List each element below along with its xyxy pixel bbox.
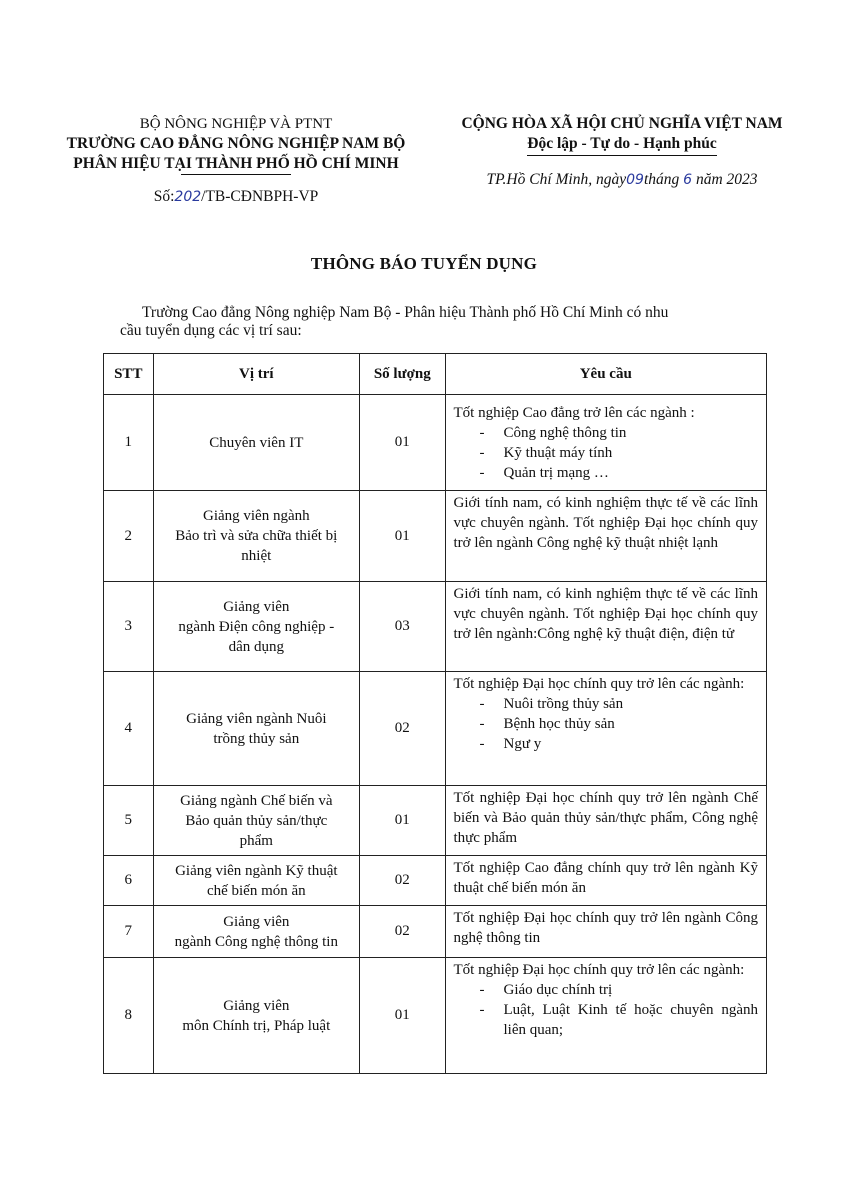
- row-quantity: 03: [360, 582, 445, 672]
- row-requirement: [445, 672, 767, 786]
- national-motto: Độc lập - Tự do - Hạnh phúc: [527, 134, 716, 156]
- list-item: - Kỹ thuật máy tính: [454, 443, 759, 463]
- intro-line-2: cầu tuyển dụng các vị trí sau:: [120, 322, 302, 339]
- position-line: Giảng viên: [223, 913, 290, 930]
- table-row: [104, 906, 767, 958]
- requirement-text: Tốt nghiệp Đại học chính quy trở lên các ngành:: [453, 962, 745, 978]
- date-year: năm 2023: [695, 171, 758, 188]
- nation-name: CỘNG HÒA XÃ HỘI CHỦ NGHĨA VIỆT NAM: [461, 115, 783, 132]
- position-line: Giảng ngành Chế biến và: [180, 792, 333, 809]
- doc-number-prefix: Số:: [153, 188, 175, 205]
- row-quantity: 01: [360, 395, 445, 491]
- row-requirement: Giới tính nam, có kinh nghiệm thực tế về các lĩnh vực chuyên ngành. Tốt nghiệp Đại học chính quy trở lên ngành:Công nghệ kỹ thuật điện, điện tử: [445, 582, 767, 672]
- position-line: Giảng viên ngành: [202, 508, 310, 524]
- header-requirement: Yêu cầu: [445, 354, 767, 395]
- table-row: [104, 491, 767, 582]
- position-line: ngành Điện công nghiệp -: [178, 618, 335, 635]
- row-position: [153, 906, 359, 958]
- row-position: [153, 786, 359, 856]
- row-stt: 6: [104, 856, 154, 906]
- list-item: - Luật, Luật Kinh tế hoặc chuyên ngành liên quan;: [454, 1000, 759, 1040]
- requirement-list: [454, 423, 759, 483]
- position-line: nhiệt: [241, 548, 272, 564]
- date-month-handwritten: 6: [683, 172, 693, 188]
- row-stt: 1: [104, 395, 154, 491]
- list-item: - Nuôi trồng thủy sản: [454, 694, 759, 714]
- row-requirement: Tốt nghiệp Đại học chính quy trở lên ngành Công nghệ thông tin: [445, 906, 767, 958]
- position-line: Bảo trì và sửa chữa thiết bị: [175, 528, 338, 544]
- row-quantity: 02: [360, 906, 445, 958]
- list-item: - Bệnh học thủy sản: [454, 714, 759, 734]
- national-header: [436, 114, 808, 190]
- intro-line-1: Trường Cao đẳng Nông nghiệp Nam Bộ - Phân hiệu Thành phố Hồ Chí Minh có nhu: [142, 304, 669, 321]
- date-day-handwritten: 09: [626, 172, 644, 188]
- position-line: Chuyên viên IT: [209, 434, 304, 451]
- table-row: [104, 582, 767, 672]
- position-line: Giảng viên: [223, 997, 290, 1014]
- header-quantity: Số lượng: [360, 354, 445, 395]
- requirement-list: [454, 980, 759, 1040]
- requirement-text: Tốt nghiệp Cao đẳng trở lên các ngành :: [453, 404, 695, 421]
- list-item: - Công nghệ thông tin: [454, 423, 759, 443]
- row-stt: 8: [104, 958, 154, 1074]
- recruitment-table: [103, 353, 767, 1074]
- branch-name: PHÂN HIỆU TẠI THÀNH PHỐ HỒ CHÍ MINH: [73, 155, 399, 172]
- table-row: [104, 672, 767, 786]
- row-position: [153, 491, 359, 582]
- row-position: [153, 582, 359, 672]
- issue-date: [436, 170, 808, 190]
- table-row: [104, 395, 767, 491]
- table-header-row: [104, 354, 767, 395]
- row-requirement: [445, 395, 767, 491]
- list-item: - Quản trị mạng …: [454, 463, 759, 483]
- row-requirement: Giới tính nam, có kinh nghiệm thực tế về các lĩnh vực chuyên ngành. Tốt nghiệp Đại học chính quy trở lên ngành Công nghệ kỹ thuật nhiệt lạnh: [445, 491, 767, 582]
- ministry-name: BỘ NÔNG NGHIỆP VÀ PTNT: [139, 116, 333, 132]
- position-line: chế biến món ăn: [206, 882, 306, 899]
- position-line: dân dụng: [228, 638, 285, 655]
- row-stt: 2: [104, 491, 154, 582]
- issuer-header: [36, 114, 436, 207]
- row-stt: 3: [104, 582, 154, 672]
- row-requirement: [445, 958, 767, 1074]
- row-stt: 5: [104, 786, 154, 856]
- intro-paragraph: [120, 304, 770, 340]
- position-line: Bảo quản thủy sản/thực: [185, 812, 328, 829]
- position-line: môn Chính trị, Pháp luật: [182, 1017, 331, 1034]
- header-stt: STT: [104, 354, 154, 395]
- row-position: [153, 395, 359, 491]
- header-divider: [181, 174, 291, 175]
- row-position: [153, 958, 359, 1074]
- header-position: Vị trí: [153, 354, 359, 395]
- row-position: [153, 856, 359, 906]
- position-line: phẩm: [239, 832, 273, 849]
- school-name: TRƯỜNG CAO ĐẲNG NÔNG NGHIỆP NAM BỘ: [66, 135, 406, 152]
- row-position: [153, 672, 359, 786]
- date-prefix: TP.Hồ Chí Minh, ngày: [486, 171, 627, 188]
- row-stt: 4: [104, 672, 154, 786]
- doc-number-handwritten: 202: [174, 189, 202, 205]
- row-requirement: Tốt nghiệp Đại học chính quy trở lên ngành Chế biến và Bảo quản thủy sản/thực phẩm, Công nghệ thực phẩm: [445, 786, 767, 856]
- row-requirement: Tốt nghiệp Cao đẳng chính quy trở lên ngành Kỹ thuật chế biến món ăn: [445, 856, 767, 906]
- position-line: Giảng viên ngành Kỹ thuật: [175, 862, 338, 879]
- document-title: THÔNG BÁO TUYỂN DỤNG: [310, 254, 538, 273]
- position-line: Giảng viên: [223, 598, 290, 615]
- row-quantity: 01: [360, 491, 445, 582]
- requirement-text: Tốt nghiệp Đại học chính quy trở lên các ngành:: [453, 676, 745, 692]
- table-row: [104, 856, 767, 906]
- row-quantity: 01: [360, 786, 445, 856]
- requirement-list: [454, 694, 759, 754]
- list-item: - Giáo dục chính trị: [454, 980, 759, 1000]
- doc-number-suffix: /TB-CĐNBPH-VP: [201, 188, 319, 205]
- table-row: [104, 786, 767, 856]
- row-quantity: 02: [360, 856, 445, 906]
- table-row: [104, 958, 767, 1074]
- date-month-label: tháng: [643, 171, 680, 188]
- position-line: ngành Công nghệ thông tin: [174, 933, 338, 950]
- row-quantity: 02: [360, 672, 445, 786]
- document-number: [36, 187, 436, 207]
- position-line: trồng thủy sản: [213, 730, 300, 747]
- list-item: - Ngư y: [454, 734, 759, 754]
- position-line: Giảng viên ngành Nuôi: [186, 710, 327, 727]
- row-quantity: 01: [360, 958, 445, 1074]
- row-stt: 7: [104, 906, 154, 958]
